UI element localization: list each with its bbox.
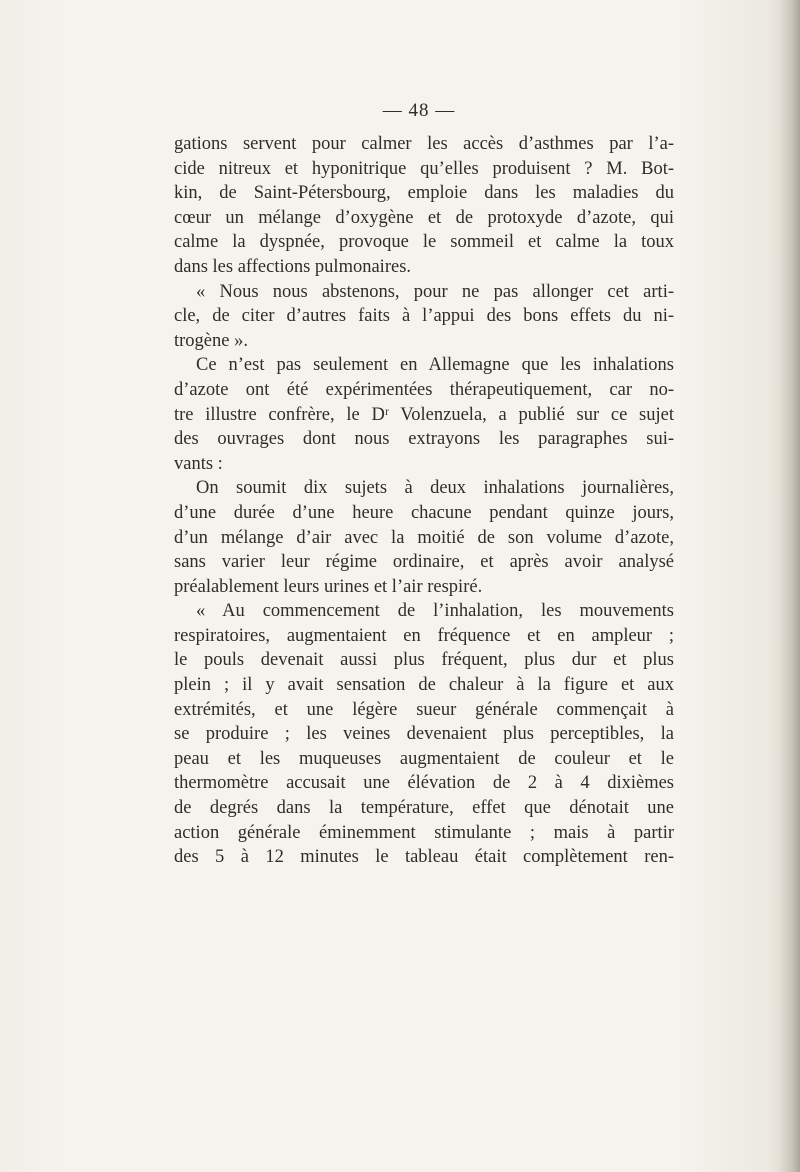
text-line: On soumit dix sujets à deux inhalations journalières, — [196, 478, 674, 499]
text-line: peau et les muqueuses augmentaient de couleur et le — [174, 748, 674, 769]
text-line: kin, de Saint-Pétersbourg, emploie dans les maladies du — [174, 183, 674, 204]
text-line: des ouvrages dont nous extrayons les paragraphes sui- — [174, 429, 674, 450]
text-line: des 5 à 12 minutes le tableau était complètement ren- — [174, 847, 674, 868]
text-line: plein ; il y avait sensation de chaleur à la figure et aux — [174, 675, 674, 696]
text-line: d’un mélange d’air avec la moitié de son volume d’azote, — [174, 527, 674, 548]
text-line: tre illustre confrère, le Dʳ Volenzuela, a publié sur ce sujet — [174, 404, 674, 425]
body-text — [174, 132, 674, 870]
text-line: Ce n’est pas seulement en Allemagne que les inhalations — [196, 355, 674, 376]
text-line: cide nitreux et hyponitrique qu’elles produisent ? M. Bot- — [174, 158, 674, 179]
text-line: calme la dyspnée, provoque le sommeil et calme la toux — [174, 232, 674, 253]
text-line: action générale éminemment stimulante ; mais à partir — [174, 822, 674, 843]
text-line: d’une durée d’une heure chacune pendant quinze jours, — [174, 502, 674, 523]
text-line: respiratoires, augmentaient en fréquence et en ampleur ; — [174, 625, 674, 646]
text-line: dans les affections pulmonaires. — [174, 256, 412, 277]
text-line: préalablement leurs urines et l’air respiré. — [174, 576, 483, 597]
text-line: sans varier leur régime ordinaire, et après avoir analysé — [174, 552, 674, 573]
text-line: de degrés dans la température, effet que dénotait une — [174, 798, 674, 819]
page-number: — 48 — — [382, 100, 456, 121]
text-line: cle, de citer d’autres faits à l’appui des bons effets du ni- — [174, 306, 674, 327]
text-line: se produire ; les veines devenaient plus perceptibles, la — [174, 724, 674, 745]
text-line: le pouls devenait aussi plus fréquent, plus dur et plus — [174, 650, 674, 671]
text-line: gations servent pour calmer les accès d’asthmes par l’a- — [174, 134, 674, 154]
text-line: vants : — [174, 453, 223, 474]
text-line: « Nous nous abstenons, pour ne pas allonger cet arti- — [196, 281, 674, 302]
page-edge-shadow — [778, 0, 800, 1172]
text-line: d’azote ont été expérimentées thérapeutiquement, car no- — [174, 379, 674, 400]
text-line: « Au commencement de l’inhalation, les mouvements — [196, 601, 674, 622]
text-line: extrémités, et une légère sueur générale commençait à — [174, 699, 674, 720]
text-line: trogène ». — [174, 330, 248, 351]
text-line: cœur un mélange d’oxygène et de protoxyde d’azote, qui — [174, 207, 674, 228]
text-line: thermomètre accusait une élévation de 2 à 4 dixièmes — [174, 773, 674, 794]
